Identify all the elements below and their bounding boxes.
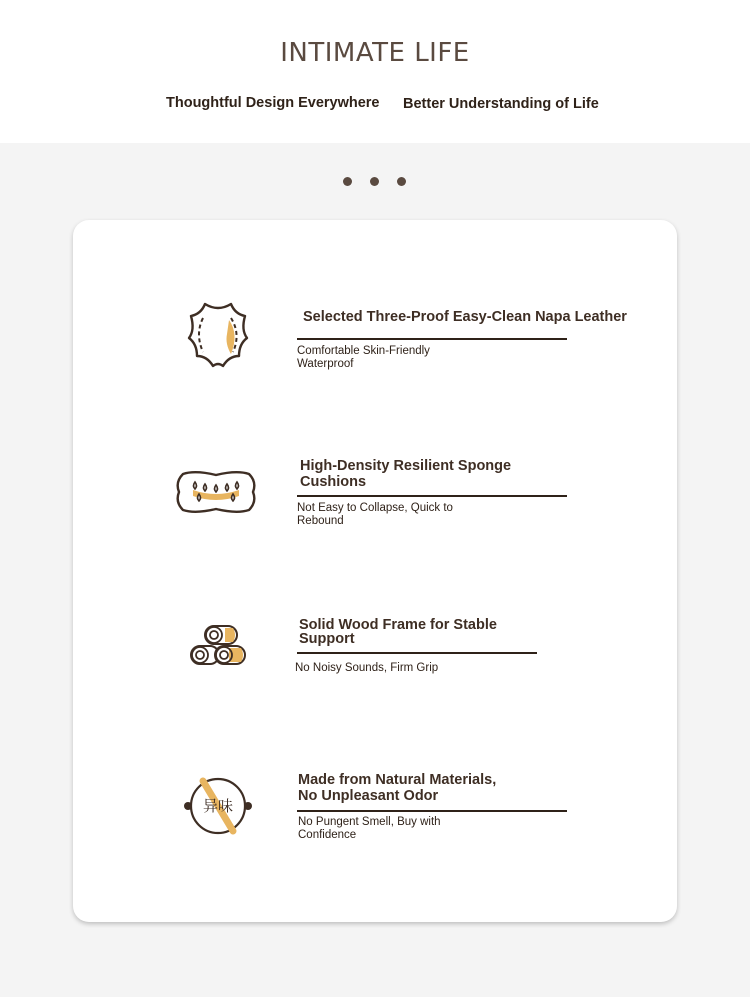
page-title: INTIMATE LIFE bbox=[280, 38, 470, 68]
wood-logs-icon bbox=[185, 624, 249, 668]
divider bbox=[297, 338, 567, 340]
subtitle-right: Better Understanding of Life bbox=[403, 96, 599, 112]
feature-title: Made from Natural Materials, No Unpleasant Odor bbox=[298, 772, 497, 804]
feature-description: Comfortable Skin-Friendly Waterproof bbox=[297, 345, 430, 370]
sponge-icon bbox=[175, 468, 257, 516]
feature-title: Selected Three-Proof Easy-Clean Napa Leather bbox=[303, 309, 627, 325]
features-card bbox=[73, 220, 677, 922]
dot-1 bbox=[343, 177, 352, 186]
feature-description: No Pungent Smell, Buy with Confidence bbox=[298, 816, 441, 841]
dot-3 bbox=[397, 177, 406, 186]
feature-description: Not Easy to Collapse, Quick to Rebound bbox=[297, 502, 453, 527]
divider bbox=[297, 495, 567, 497]
divider bbox=[297, 652, 537, 654]
feature-title: Solid Wood Frame for Stable Support bbox=[299, 617, 497, 647]
pagination-dots bbox=[343, 177, 407, 187]
leather-hide-icon bbox=[183, 300, 253, 370]
no-odor-icon bbox=[183, 775, 253, 837]
divider bbox=[297, 810, 567, 812]
header bbox=[0, 0, 750, 143]
feature-title: High-Density Resilient Sponge Cushions bbox=[300, 458, 512, 490]
feature-description: No Noisy Sounds, Firm Grip bbox=[295, 662, 439, 674]
odor-label: 异味 bbox=[202, 797, 233, 815]
dot-2 bbox=[370, 177, 379, 186]
subtitle-left: Thoughtful Design Everywhere bbox=[166, 95, 380, 111]
